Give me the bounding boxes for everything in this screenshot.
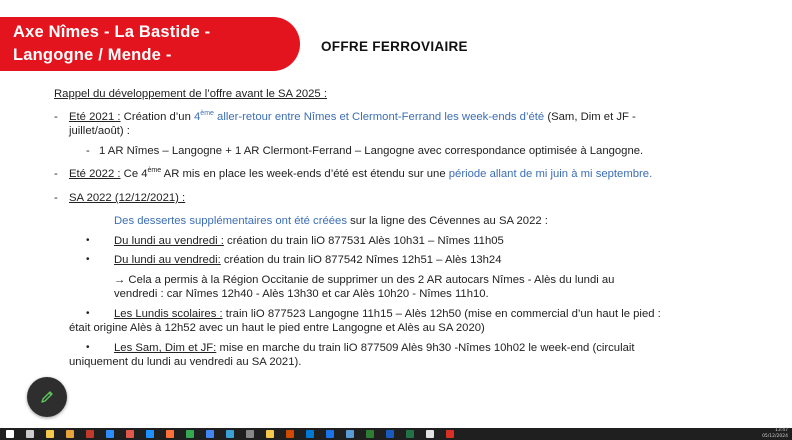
taskbar-app-icon[interactable] — [26, 430, 34, 438]
bullet-marker: • — [86, 342, 90, 353]
bullet-3 — [114, 307, 661, 321]
ete-2022-line — [69, 167, 652, 181]
bullet-4-label: Les Sam, Dim et JF: — [114, 342, 217, 354]
bullet-4-line-2: uniquement du lundi au vendredi au SA 2021). — [69, 356, 302, 368]
ete-2022-sup: ème — [147, 167, 162, 174]
taskbar-app-icon[interactable] — [386, 430, 394, 438]
ete-2021-pre: Création d’un — [120, 111, 194, 123]
taskbar-app-icon[interactable] — [266, 430, 274, 438]
ete-2022-mid: AR mis en place les week-ends d’été est étendu sur une — [161, 168, 449, 180]
taskbar-clock[interactable] — [762, 428, 788, 440]
dash-marker: - — [54, 111, 58, 123]
ete-2021-line — [69, 110, 636, 124]
taskbar-app-icon[interactable] — [366, 430, 374, 438]
sa-2022-intro — [114, 214, 548, 228]
banner-line-2: Langogne / Mende - — [13, 46, 172, 64]
sa-2022-label: SA 2022 (12/12/2021) : — [69, 192, 186, 204]
bullet-3-label: Les Lundis scolaires : — [114, 308, 223, 320]
title-banner — [0, 17, 300, 71]
taskbar-app-icon[interactable] — [246, 430, 254, 438]
ete-2021-sub: 1 AR Nîmes – Langogne + 1 AR Clermont-Ferrand – Langogne avec correspondance optimisée à Langogne. — [99, 145, 644, 157]
bullet-2-text: création du train liO 877542 Nîmes 12h51 – Alès 13h24 — [220, 254, 502, 266]
dash-marker: - — [54, 168, 58, 180]
banner-line-1: Axe Nîmes - La Bastide - — [13, 23, 211, 41]
dash-marker: - — [54, 192, 58, 204]
bullet-4-text: mise en marche du train liO 877509 Alès 9h30 -Nîmes 10h02 le week-end (circulait — [216, 342, 635, 354]
taskbar-app-icon[interactable] — [46, 430, 54, 438]
ete-2021-label: Eté 2021 : — [69, 111, 121, 123]
bullet-3-line-2: était origine Alès à 12h52 avec un haut le pied entre Langogne et Alès au SA 2020) — [69, 322, 485, 334]
ete-2021-sup: ème — [200, 110, 214, 117]
taskbar-app-icon[interactable] — [306, 430, 314, 438]
bullet-1-label: Du lundi au vendredi : — [114, 235, 224, 247]
taskbar-app-icon[interactable] — [166, 430, 174, 438]
bullet-2-note-2: vendredi : car Nîmes 12h40 - Alès 13h30 et car Alès 10h20 - Nîmes 11h10. — [114, 288, 489, 300]
taskbar-app-icon[interactable] — [186, 430, 194, 438]
taskbar-app-icon[interactable] — [6, 430, 14, 438]
taskbar-app-icon[interactable] — [446, 430, 454, 438]
bullet-2-note-1: → Cela a permis à la Région Occitanie de supprimer un des 2 AR autocars Nîmes - Alès du lundi au — [114, 274, 615, 286]
bullet-marker: • — [86, 235, 90, 246]
bullet-4 — [114, 341, 635, 355]
clock-date: 05/12/2024 — [762, 434, 788, 439]
bullet-2 — [114, 253, 502, 267]
bullet-marker: • — [86, 254, 90, 265]
intro-text: Rappel du développement de l’offre avant le SA 2025 : — [54, 88, 327, 100]
taskbar-app-icon[interactable] — [226, 430, 234, 438]
ete-2021-line-2: juillet/août) : — [69, 125, 130, 137]
taskbar-app-icon[interactable] — [146, 430, 154, 438]
taskbar-app-icon[interactable] — [106, 430, 114, 438]
bullet-2-label: Du lundi au vendredi: — [114, 254, 221, 266]
pencil-icon — [39, 389, 55, 405]
taskbar — [0, 428, 792, 440]
taskbar-icons — [0, 430, 454, 438]
taskbar-app-icon[interactable] — [426, 430, 434, 438]
taskbar-app-icon[interactable] — [326, 430, 334, 438]
sa-2022-post: sur la ligne des Cévennes au SA 2022 : — [346, 215, 548, 227]
clock-time: 13:47 — [775, 428, 788, 433]
taskbar-app-icon[interactable] — [406, 430, 414, 438]
taskbar-app-icon[interactable] — [206, 430, 214, 438]
bullet-1 — [114, 234, 504, 248]
bullet-1-text: création du train liO 877531 Alès 10h31 – Nîmes 11h05 — [223, 235, 504, 247]
dash-marker: - — [86, 145, 90, 157]
ete-2022-highlight: période allant de mi juin à mi septembre. — [448, 168, 653, 180]
ete-2021-post: (Sam, Dim et JF - — [544, 111, 636, 123]
taskbar-app-icon[interactable] — [86, 430, 94, 438]
taskbar-app-icon[interactable] — [346, 430, 354, 438]
ete-2022-pre: Ce 4 — [120, 168, 148, 180]
ete-2022-label: Eté 2022 : — [69, 168, 121, 180]
edit-button[interactable] — [27, 377, 67, 417]
taskbar-app-icon[interactable] — [126, 430, 134, 438]
bullet-3-text: train liO 877523 Langogne 11h15 – Alès 12h50 (mise en commercial d’un haut le pied : — [222, 308, 661, 320]
sa-2022-highlight: Des dessertes supplémentaires ont été créées — [114, 215, 347, 227]
ete-2021-num: 4 — [194, 111, 201, 123]
bullet-marker: • — [86, 308, 90, 319]
ete-2021-highlight: aller-retour entre Nîmes et Clermont-Ferrand les week-ends d’été — [213, 111, 545, 123]
taskbar-app-icon[interactable] — [66, 430, 74, 438]
slide-heading: OFFRE FERROVIAIRE — [321, 39, 468, 54]
taskbar-app-icon[interactable] — [286, 430, 294, 438]
